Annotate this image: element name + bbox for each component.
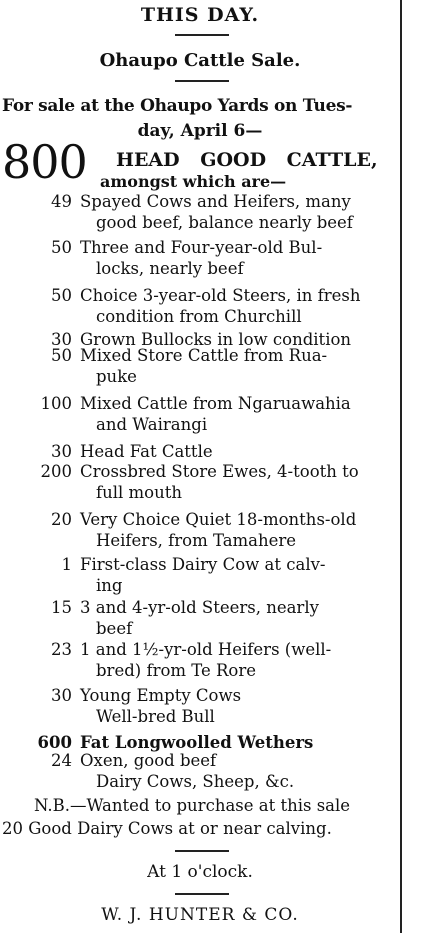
lot-quantity: 24: [51, 751, 72, 770]
lot-description-continued: Heifers, from Tamahere: [96, 531, 297, 550]
lot-description-continued: and Wairangi: [96, 415, 208, 434]
lot-description: First-class Dairy Cow at calv-: [80, 555, 326, 574]
lot-description: Three and Four-year-old Bul-: [80, 238, 323, 257]
lot-description: Grown Bullocks in low condition: [80, 330, 352, 349]
lot-quantity: 200: [40, 462, 72, 481]
lot-quantity: 50: [51, 346, 72, 365]
lot-quantity: 30: [51, 442, 72, 461]
lot-description: Fat Longwoolled Wethers: [80, 733, 314, 752]
divider: [175, 893, 229, 895]
lot-quantity: 20: [51, 510, 72, 529]
auctioneer-name: W. J. HUNTER & CO.: [101, 905, 299, 925]
sale-time: At 1 o'clock.: [147, 862, 253, 882]
lot-quantity: 100: [40, 394, 72, 413]
lot-description: 1 and 1½-yr-old Heifers (well-: [80, 640, 332, 659]
lot-description: Oxen, good beef: [80, 751, 217, 770]
notice-line-1: N.B.—Wanted to purchase at this sale: [34, 796, 351, 815]
divider: [175, 80, 229, 82]
lot-quantity: 50: [51, 238, 72, 257]
lot-quantity: 1: [61, 555, 72, 574]
lot-description-continued: Dairy Cows, Sheep, &c.: [96, 772, 295, 791]
lot-description-continued: full mouth: [96, 483, 182, 502]
lot-description-continued: bred) from Te Rore: [96, 661, 257, 680]
lot-description: 3 and 4-yr-old Steers, nearly: [80, 598, 319, 617]
headline-sub: amongst which are—: [100, 172, 287, 191]
lot-description-continued: locks, nearly beef: [96, 259, 244, 278]
lot-quantity: 600: [37, 733, 72, 752]
headline-text: HEAD GOOD CATTLE,: [116, 149, 378, 171]
lot-description-continued: good beef, balance nearly beef: [96, 213, 353, 232]
lot-description: Spayed Cows and Heifers, many: [80, 192, 351, 211]
lot-description-continued: Well-bred Bull: [96, 707, 215, 726]
ad-subtitle: Ohaupo Cattle Sale.: [99, 50, 301, 71]
lot-description-continued: condition from Churchill: [96, 307, 302, 326]
lot-description: Young Empty Cows: [80, 686, 242, 705]
lot-quantity: 49: [51, 192, 72, 211]
lot-description: Very Choice Quiet 18-months-old: [80, 510, 357, 529]
lot-description-continued: ing: [96, 576, 123, 595]
lot-description: Choice 3-year-old Steers, in fresh: [80, 286, 361, 305]
intro-line-2: day, April 6—: [137, 121, 263, 141]
lot-quantity: 15: [51, 598, 72, 617]
lot-quantity: 30: [51, 686, 72, 705]
divider: [175, 850, 229, 852]
lot-quantity: 23: [51, 640, 72, 659]
lot-description: Mixed Cattle from Ngaruawahia: [80, 394, 351, 413]
lot-quantity: 30: [51, 330, 72, 349]
lot-description-continued: beef: [96, 619, 133, 638]
lot-description: Head Fat Cattle: [80, 442, 213, 461]
column-divider: [400, 0, 402, 933]
divider: [175, 34, 229, 36]
intro-line-1: For sale at the Ohaupo Yards on Tues-: [2, 96, 353, 116]
lot-description: Mixed Store Cattle from Rua-: [80, 346, 328, 365]
headline-number: 800: [2, 135, 87, 189]
ad-title: THIS DAY.: [140, 4, 260, 26]
lot-description: Crossbred Store Ewes, 4-tooth to: [80, 462, 359, 481]
notice-line-2: 20 Good Dairy Cows at or near calving.: [2, 819, 332, 838]
lot-quantity: 50: [51, 286, 72, 305]
lot-description-continued: puke: [96, 367, 137, 386]
